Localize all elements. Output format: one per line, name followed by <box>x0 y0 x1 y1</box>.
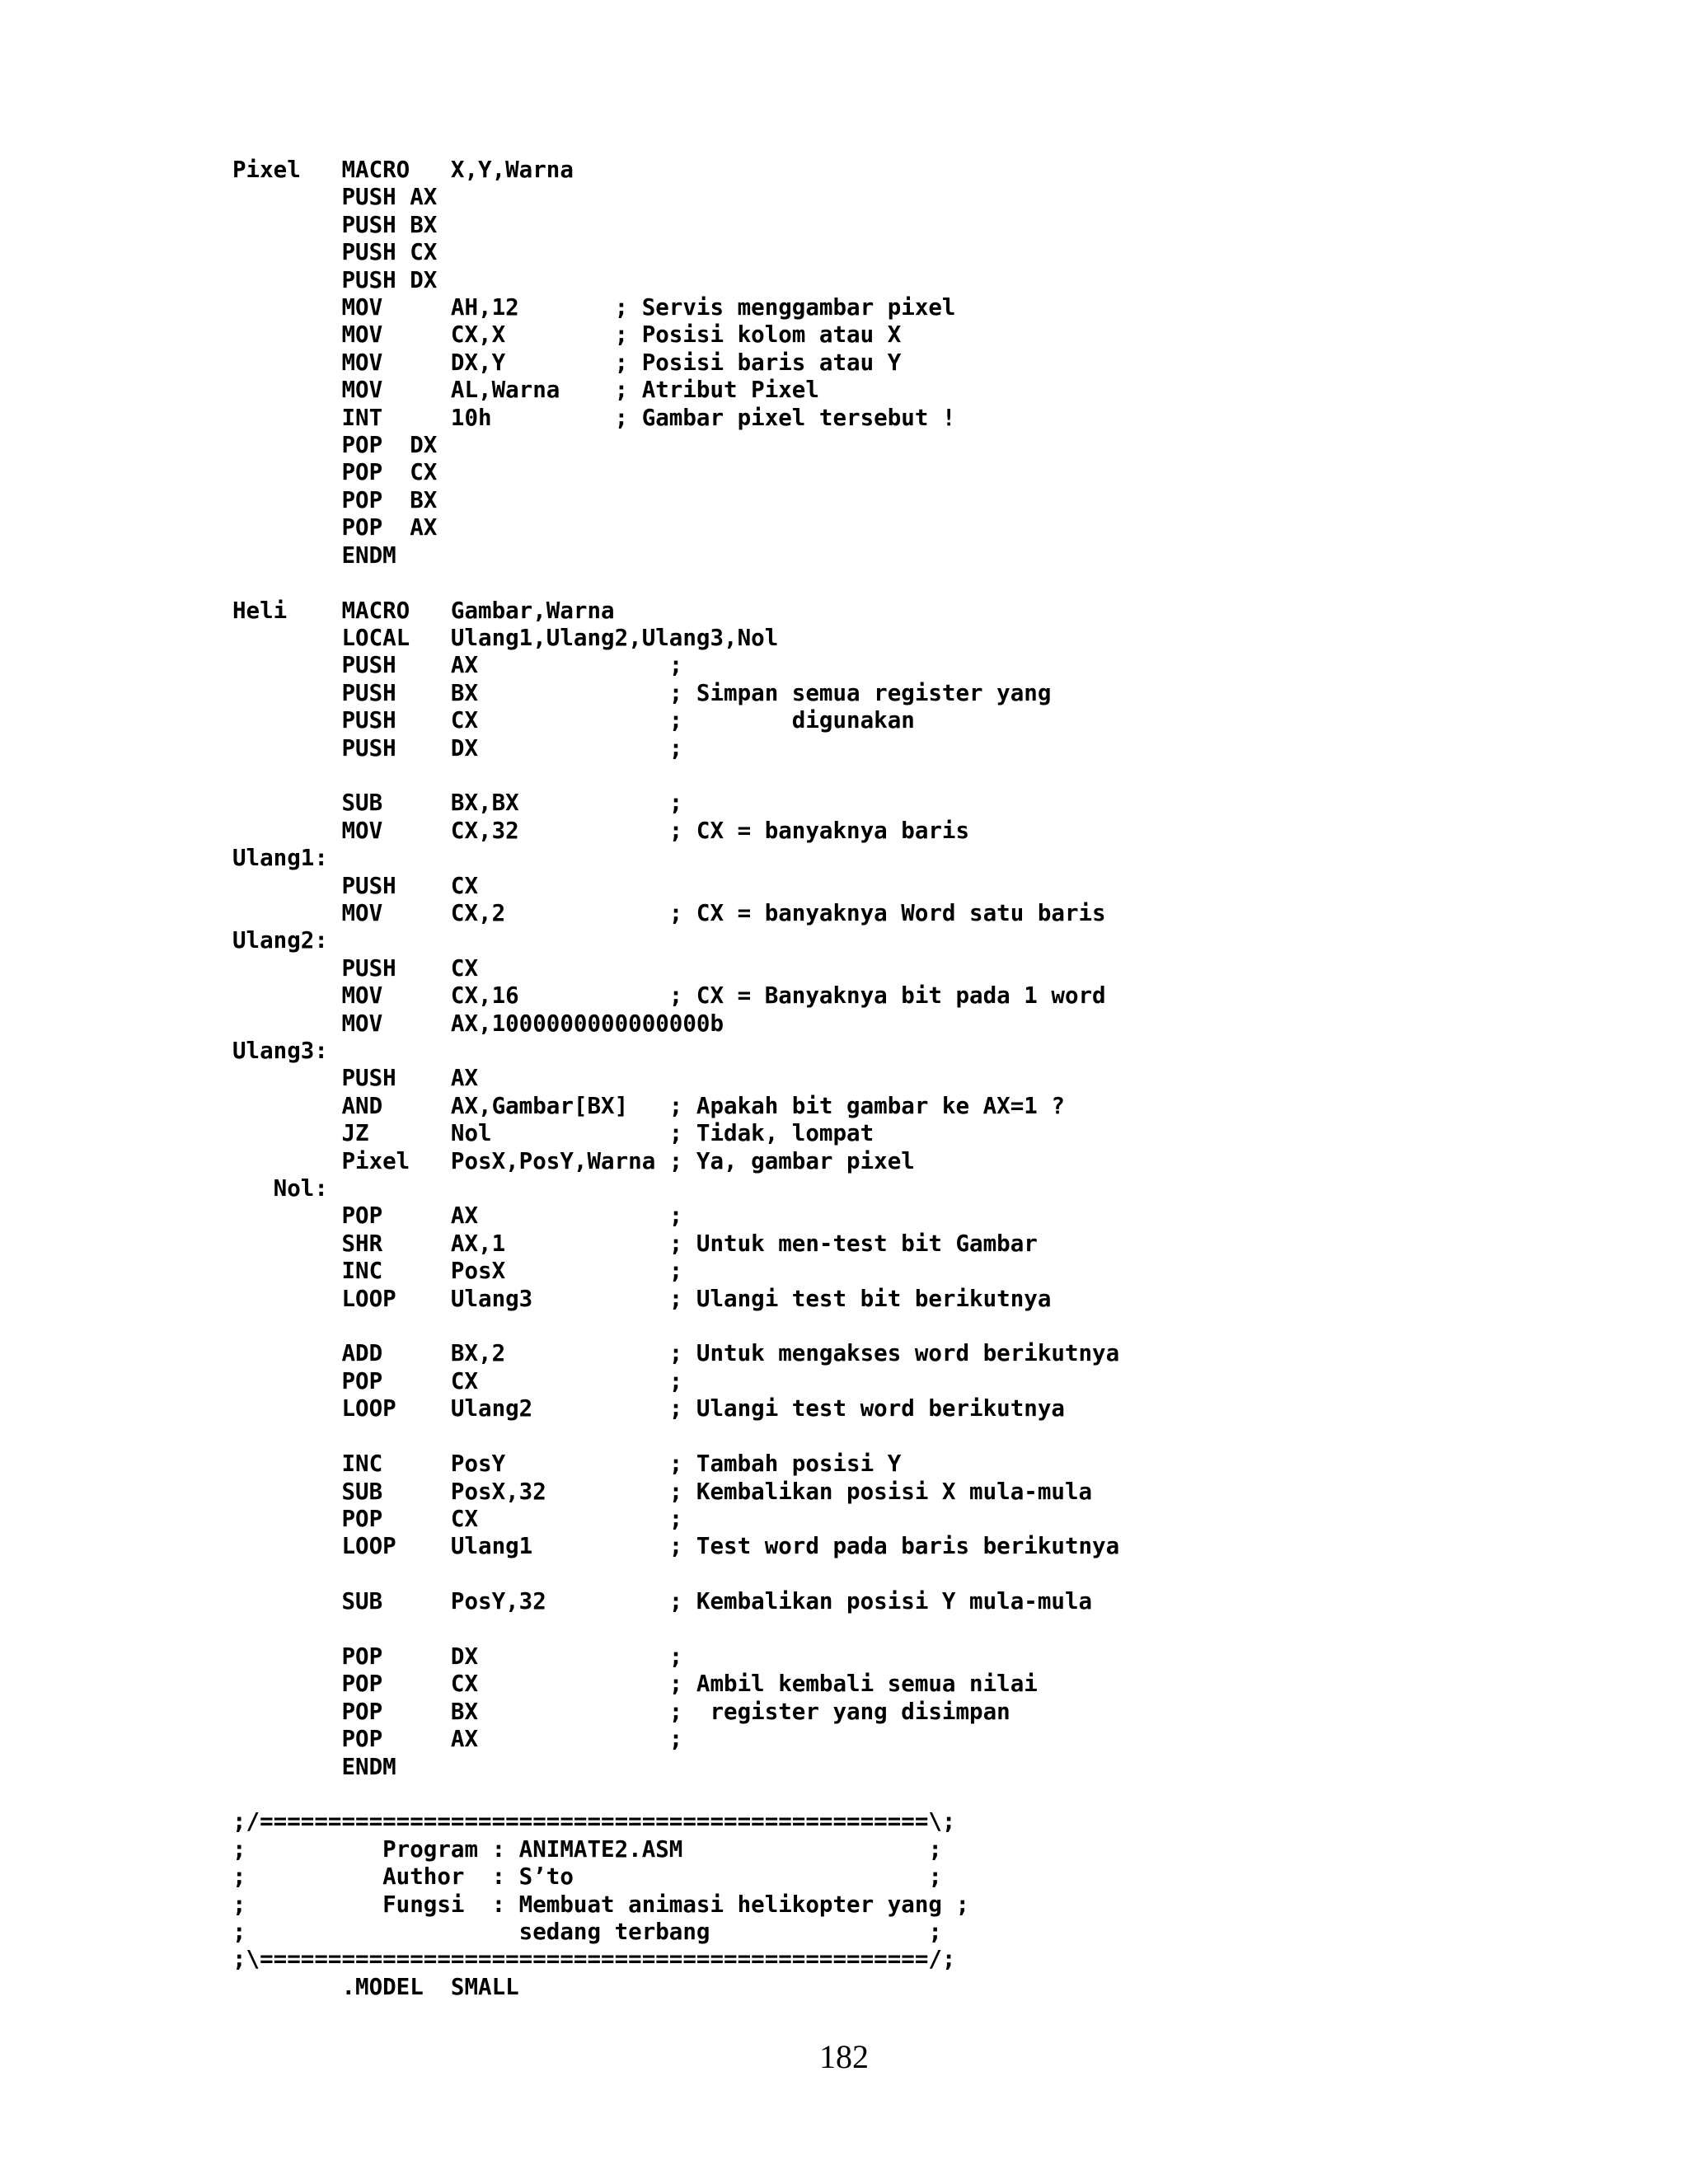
code-line: MOV CX,16 ; CX = Banyaknya bit pada 1 word <box>232 982 1106 1010</box>
code-line: LOCAL Ulang1,Ulang2,Ulang3,Nol <box>232 624 779 651</box>
code-line: SUB PosY,32 ; Kembalikan posisi Y mula-mula <box>232 1588 1093 1615</box>
code-line: MOV CX,32 ; CX = banyaknya baris <box>232 817 970 844</box>
code-line: Heli MACRO Gambar,Warna <box>232 597 615 624</box>
code-line: MOV AX,1000000000000000b <box>232 1010 724 1037</box>
code-line: PUSH DX ; <box>232 734 683 762</box>
code-line: POP AX <box>232 514 438 541</box>
code-line <box>232 1423 1119 1451</box>
code-line <box>232 762 1119 790</box>
code-line: .MODEL SMALL <box>232 1973 519 2000</box>
code-line: PUSH BX ; Simpan semua register yang <box>232 679 1052 706</box>
code-line: PUSH AX <box>232 1065 479 1092</box>
code-line: Nol: <box>232 1175 328 1202</box>
code-listing <box>232 157 1119 2001</box>
code-line: POP DX <box>232 432 438 459</box>
code-line: MOV AL,Warna ; Atribut Pixel <box>232 377 819 404</box>
code-line <box>232 1616 1119 1643</box>
code-line: PUSH CX <box>232 954 479 982</box>
code-line: LOOP Ulang1 ; Test word pada baris berikutnya <box>232 1533 1120 1560</box>
code-line: ; Fungsi : Membuat animasi helikopter yang ; <box>232 1891 970 1918</box>
code-line <box>232 569 1119 597</box>
code-line: INC PosY ; Tambah posisi Y <box>232 1451 902 1478</box>
code-line: PUSH CX <box>232 872 479 899</box>
code-line: PUSH DX <box>232 266 438 293</box>
code-line: ;/=================================================\; <box>232 1808 956 1835</box>
code-line: ;\=================================================/; <box>232 1946 956 1973</box>
code-line <box>232 1313 1119 1340</box>
code-line: PUSH AX <box>232 184 438 211</box>
code-line: MOV DX,Y ; Posisi baris atau Y <box>232 349 902 376</box>
code-line: PUSH CX ; digunakan <box>232 707 915 734</box>
code-line: MOV AH,12 ; Servis menggambar pixel <box>232 294 956 321</box>
code-line: Pixel MACRO X,Y,Warna <box>232 157 574 183</box>
code-line: POP CX ; <box>232 1505 683 1532</box>
code-line: ENDM <box>232 541 396 569</box>
code-line <box>232 1561 1119 1588</box>
code-line: SUB PosX,32 ; Kembalikan posisi X mula-mula <box>232 1478 1093 1505</box>
code-line: ; sedang terbang ; <box>232 1919 942 1945</box>
code-line: ; Program : ANIMATE2.ASM ; <box>232 1835 942 1863</box>
code-line: POP BX <box>232 486 438 513</box>
code-line: SUB BX,BX ; <box>232 790 683 817</box>
code-line: ; Author : S’to ; <box>232 1863 942 1891</box>
code-line: Ulang1: <box>232 845 328 872</box>
code-line: JZ Nol ; Tidak, lompat <box>232 1120 874 1147</box>
code-line: POP BX ; register yang disimpan <box>232 1698 1010 1725</box>
page-number: 182 <box>819 2038 869 2075</box>
code-line: Ulang3: <box>232 1038 328 1064</box>
code-line: LOOP Ulang3 ; Ulangi test bit berikutnya <box>232 1285 1052 1312</box>
code-line: PUSH BX <box>232 211 438 238</box>
code-line: POP AX ; <box>232 1726 683 1753</box>
code-line: AND AX,Gambar[BX] ; Apakah bit gambar ke AX=1 ? <box>232 1092 1065 1119</box>
code-line: POP CX ; <box>232 1367 683 1394</box>
code-line: INC PosX ; <box>232 1258 683 1285</box>
code-line: ADD BX,2 ; Untuk mengakses word berikutnya <box>232 1340 1120 1367</box>
code-line <box>232 1781 1119 1808</box>
code-line: ENDM <box>232 1753 396 1780</box>
code-line: Ulang2: <box>232 927 328 954</box>
code-line: INT 10h ; Gambar pixel tersebut ! <box>232 404 956 431</box>
code-line: SHR AX,1 ; Untuk men-test bit Gambar <box>232 1230 1038 1257</box>
code-line: LOOP Ulang2 ; Ulangi test word berikutnya <box>232 1395 1065 1422</box>
code-line: POP CX <box>232 459 438 486</box>
code-line: MOV CX,2 ; CX = banyaknya Word satu baris <box>232 899 1106 926</box>
code-line: POP DX ; <box>232 1643 683 1670</box>
code-line: Pixel PosX,PosY,Warna ; Ya, gambar pixel <box>232 1147 915 1174</box>
code-line: POP AX ; <box>232 1202 683 1230</box>
code-line: PUSH AX ; <box>232 652 683 679</box>
code-line: PUSH CX <box>232 239 438 266</box>
code-line: POP CX ; Ambil kembali semua nilai <box>232 1671 1038 1698</box>
code-line: MOV CX,X ; Posisi kolom atau X <box>232 321 902 349</box>
